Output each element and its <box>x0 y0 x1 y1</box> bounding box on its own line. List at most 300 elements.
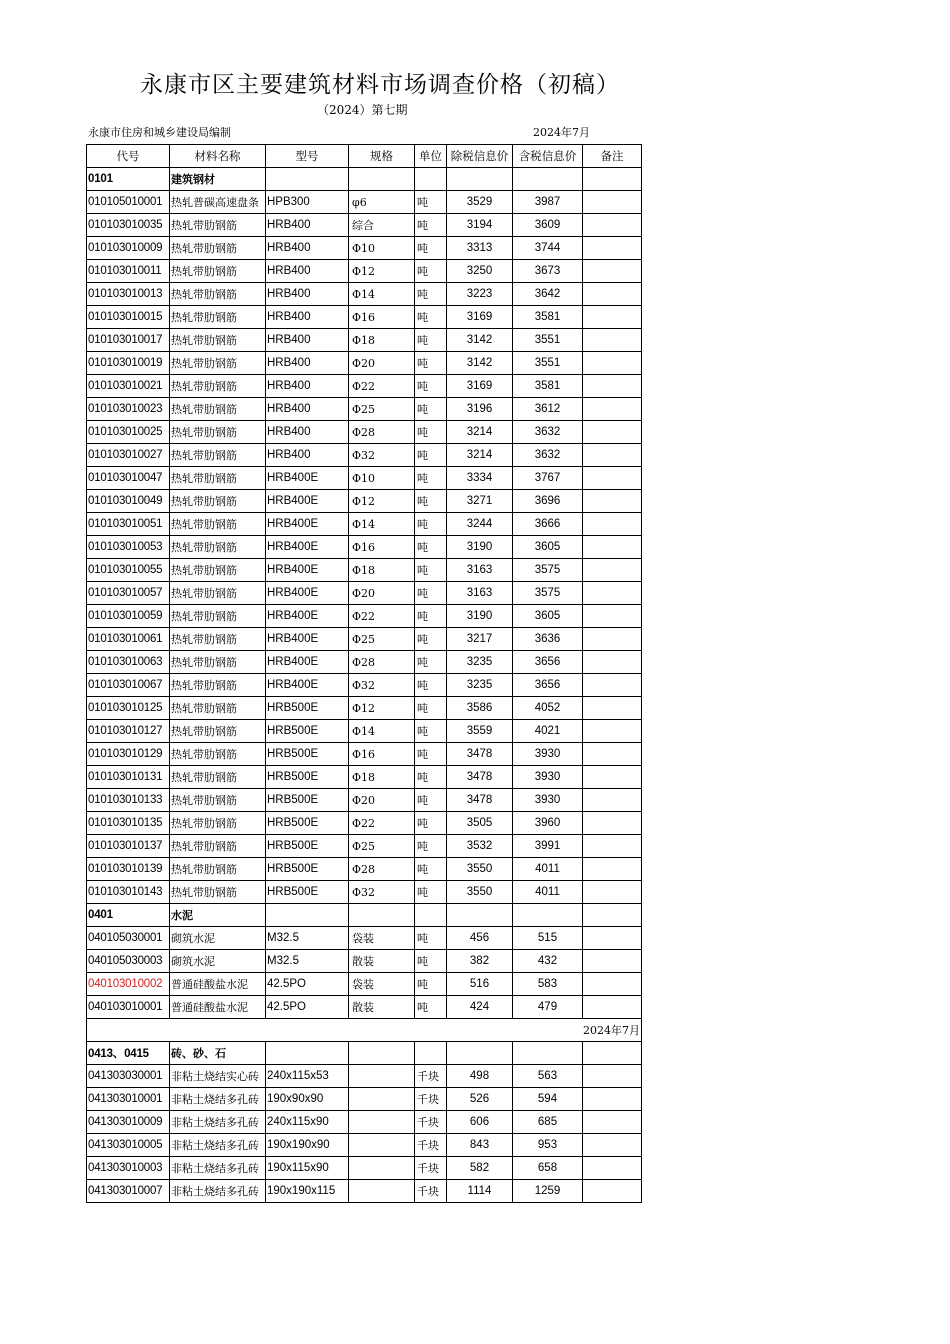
cell-code: 010103010023 <box>87 398 170 421</box>
cell-ex-tax-price: 3313 <box>447 237 513 260</box>
cell-model: 190x190x90 <box>266 1134 349 1157</box>
cell-model: HRB500E <box>266 697 349 720</box>
table-row <box>87 835 642 858</box>
cell-unit: 吨 <box>415 559 447 582</box>
cell-code: 010103010135 <box>87 812 170 835</box>
cell-unit: 吨 <box>415 536 447 559</box>
cell-inc-tax-price: 3575 <box>513 582 583 605</box>
cell-note <box>583 191 642 214</box>
cell-spec: 散装 <box>349 950 415 973</box>
table-row <box>87 927 642 950</box>
cell-name: 热轧带肋钢筋 <box>170 306 266 329</box>
cell-name: 热轧带肋钢筋 <box>170 605 266 628</box>
cell-note <box>583 1157 642 1180</box>
cell-spec: 散装 <box>349 996 415 1019</box>
cell-code: 010103010139 <box>87 858 170 881</box>
cell-name: 非粘土烧结多孔砖 <box>170 1180 266 1203</box>
cell-ex-tax-price: 3532 <box>447 835 513 858</box>
cell-code: 010103010053 <box>87 536 170 559</box>
cell-spec: Φ14 <box>349 283 415 306</box>
cell-note <box>583 467 642 490</box>
cell-spec: Φ22 <box>349 375 415 398</box>
cell-ex-tax-price: 3190 <box>447 605 513 628</box>
cell-code: 040105030001 <box>87 927 170 950</box>
cell-ex-tax-price: 516 <box>447 973 513 996</box>
cell-note <box>583 881 642 904</box>
page-title: 永康市区主要建筑材料市场调查价格（初稿） <box>140 72 620 98</box>
cell-code: 010103010051 <box>87 513 170 536</box>
cell-model: HRB400 <box>266 260 349 283</box>
cell-model: HRB400E <box>266 628 349 651</box>
cell-inc-tax-price: 3575 <box>513 559 583 582</box>
table-row <box>87 720 642 743</box>
empty-cell <box>266 904 349 927</box>
cell-unit: 千块 <box>415 1180 447 1203</box>
cell-unit: 吨 <box>415 674 447 697</box>
cell-unit: 吨 <box>415 582 447 605</box>
cell-unit: 吨 <box>415 651 447 674</box>
cell-name: 热轧带肋钢筋 <box>170 260 266 283</box>
table-row <box>87 1088 642 1111</box>
cell-model: HRB400 <box>266 444 349 467</box>
cell-code: 010103010067 <box>87 674 170 697</box>
table-row <box>87 444 642 467</box>
cell-inc-tax-price: 1259 <box>513 1180 583 1203</box>
cell-name: 热轧带肋钢筋 <box>170 766 266 789</box>
table-row <box>87 881 642 904</box>
cell-ex-tax-price: 843 <box>447 1134 513 1157</box>
empty-cell <box>349 1042 415 1065</box>
cell-name: 热轧带肋钢筋 <box>170 444 266 467</box>
col-note-header: 备注 <box>583 145 642 168</box>
issue-date: 2024年7月 <box>533 126 590 139</box>
section-code: 0413、0415 <box>87 1042 170 1065</box>
cell-code: 010103010137 <box>87 835 170 858</box>
cell-ex-tax-price: 3550 <box>447 858 513 881</box>
cell-note <box>583 329 642 352</box>
cell-unit: 吨 <box>415 996 447 1019</box>
cell-spec: Φ14 <box>349 513 415 536</box>
table-row <box>87 329 642 352</box>
cell-code: 010103010047 <box>87 467 170 490</box>
cell-unit: 吨 <box>415 720 447 743</box>
cell-name: 热轧带肋钢筋 <box>170 467 266 490</box>
cell-ex-tax-price: 3214 <box>447 444 513 467</box>
cell-code: 010103010049 <box>87 490 170 513</box>
cell-note <box>583 835 642 858</box>
cell-inc-tax-price: 3767 <box>513 467 583 490</box>
cell-name: 热轧带肋钢筋 <box>170 674 266 697</box>
cell-name: 热轧带肋钢筋 <box>170 582 266 605</box>
note-cell: 2024年7月 <box>87 1019 642 1042</box>
cell-unit: 吨 <box>415 467 447 490</box>
cell-code: 010103010057 <box>87 582 170 605</box>
cell-note <box>583 398 642 421</box>
cell-ex-tax-price: 3250 <box>447 260 513 283</box>
cell-inc-tax-price: 3581 <box>513 306 583 329</box>
cell-model: HRB500E <box>266 720 349 743</box>
cell-name: 热轧带肋钢筋 <box>170 536 266 559</box>
cell-model: HRB400 <box>266 214 349 237</box>
cell-code: 041303010005 <box>87 1134 170 1157</box>
cell-name: 热轧带肋钢筋 <box>170 421 266 444</box>
cell-ex-tax-price: 3586 <box>447 697 513 720</box>
cell-model: HRB400 <box>266 283 349 306</box>
table-row <box>87 490 642 513</box>
cell-code: 010103010015 <box>87 306 170 329</box>
cell-ex-tax-price: 3142 <box>447 329 513 352</box>
cell-inc-tax-price: 3930 <box>513 743 583 766</box>
cell-code: 010103010025 <box>87 421 170 444</box>
cell-ex-tax-price: 3190 <box>447 536 513 559</box>
cell-model: HRB400 <box>266 421 349 444</box>
cell-name: 热轧带肋钢筋 <box>170 628 266 651</box>
cell-unit: 吨 <box>415 835 447 858</box>
cell-code: 040103010002 <box>87 973 170 996</box>
table-row <box>87 605 642 628</box>
cell-ex-tax-price: 3217 <box>447 628 513 651</box>
cell-note <box>583 352 642 375</box>
cell-inc-tax-price: 3632 <box>513 421 583 444</box>
col-model-header: 型号 <box>266 145 349 168</box>
cell-ex-tax-price: 3478 <box>447 789 513 812</box>
cell-spec <box>349 1065 415 1088</box>
cell-unit: 吨 <box>415 306 447 329</box>
cell-name: 砌筑水泥 <box>170 927 266 950</box>
table-header-row <box>87 145 642 168</box>
cell-code: 010103010143 <box>87 881 170 904</box>
cell-note <box>583 651 642 674</box>
cell-note <box>583 214 642 237</box>
cell-code: 040105030003 <box>87 950 170 973</box>
cell-inc-tax-price: 3551 <box>513 329 583 352</box>
cell-code: 010103010129 <box>87 743 170 766</box>
cell-code: 010103010055 <box>87 559 170 582</box>
cell-ex-tax-price: 3529 <box>447 191 513 214</box>
cell-inc-tax-price: 594 <box>513 1088 583 1111</box>
cell-ex-tax-price: 3550 <box>447 881 513 904</box>
cell-name: 热轧带肋钢筋 <box>170 789 266 812</box>
cell-model: HRB400E <box>266 559 349 582</box>
table-row <box>87 996 642 1019</box>
cell-ex-tax-price: 3505 <box>447 812 513 835</box>
table-row <box>87 628 642 651</box>
cell-model: HRB400 <box>266 398 349 421</box>
table-row <box>87 950 642 973</box>
empty-cell <box>349 168 415 191</box>
cell-note <box>583 996 642 1019</box>
cell-name: 非粘土烧结多孔砖 <box>170 1088 266 1111</box>
cell-unit: 吨 <box>415 490 447 513</box>
table-row <box>87 306 642 329</box>
cell-unit: 千块 <box>415 1111 447 1134</box>
cell-model: HRB400 <box>266 352 349 375</box>
empty-cell <box>447 1042 513 1065</box>
cell-spec: Φ10 <box>349 467 415 490</box>
cell-inc-tax-price: 953 <box>513 1134 583 1157</box>
table-row <box>87 536 642 559</box>
cell-unit: 吨 <box>415 927 447 950</box>
cell-code: 010103010021 <box>87 375 170 398</box>
cell-note <box>583 260 642 283</box>
cell-unit: 吨 <box>415 605 447 628</box>
cell-inc-tax-price: 479 <box>513 996 583 1019</box>
cell-spec <box>349 1157 415 1180</box>
cell-model: HRB500E <box>266 881 349 904</box>
cell-model: HRB400E <box>266 513 349 536</box>
table-row <box>87 237 642 260</box>
cell-spec: φ6 <box>349 191 415 214</box>
cell-code: 010103010133 <box>87 789 170 812</box>
cell-model: HRB400E <box>266 605 349 628</box>
cell-inc-tax-price: 563 <box>513 1065 583 1088</box>
cell-inc-tax-price: 3605 <box>513 536 583 559</box>
cell-name: 热轧带肋钢筋 <box>170 237 266 260</box>
cell-code: 010103010127 <box>87 720 170 743</box>
cell-name: 非粘土烧结多孔砖 <box>170 1134 266 1157</box>
cell-name: 热轧带肋钢筋 <box>170 812 266 835</box>
cell-name: 热轧带肋钢筋 <box>170 329 266 352</box>
cell-note <box>583 789 642 812</box>
col-ex-tax-header: 除税信息价 <box>447 145 513 168</box>
cell-ex-tax-price: 3478 <box>447 766 513 789</box>
cell-ex-tax-price: 3223 <box>447 283 513 306</box>
cell-code: 010103010009 <box>87 237 170 260</box>
cell-code: 010103010059 <box>87 605 170 628</box>
cell-inc-tax-price: 3673 <box>513 260 583 283</box>
cell-model: M32.5 <box>266 950 349 973</box>
cell-ex-tax-price: 3334 <box>447 467 513 490</box>
cell-inc-tax-price: 3991 <box>513 835 583 858</box>
cell-ex-tax-price: 424 <box>447 996 513 1019</box>
cell-inc-tax-price: 3636 <box>513 628 583 651</box>
cell-model: 240x115x53 <box>266 1065 349 1088</box>
cell-model: HRB400 <box>266 375 349 398</box>
table-row <box>87 789 642 812</box>
cell-inc-tax-price: 583 <box>513 973 583 996</box>
empty-cell <box>447 904 513 927</box>
cell-model: 42.5PO <box>266 973 349 996</box>
cell-note <box>583 1065 642 1088</box>
cell-code: 041303010001 <box>87 1088 170 1111</box>
section-name: 砖、砂、石 <box>170 1042 266 1065</box>
cell-name: 热轧带肋钢筋 <box>170 651 266 674</box>
table-row <box>87 352 642 375</box>
cell-spec: Φ14 <box>349 720 415 743</box>
cell-note <box>583 536 642 559</box>
empty-cell <box>447 168 513 191</box>
col-code-header: 代号 <box>87 145 170 168</box>
cell-code: 010103010027 <box>87 444 170 467</box>
cell-inc-tax-price: 3612 <box>513 398 583 421</box>
cell-spec: Φ18 <box>349 766 415 789</box>
cell-spec: Φ16 <box>349 743 415 766</box>
cell-name: 热轧带肋钢筋 <box>170 375 266 398</box>
cell-ex-tax-price: 3169 <box>447 306 513 329</box>
cell-unit: 吨 <box>415 513 447 536</box>
cell-inc-tax-price: 4011 <box>513 858 583 881</box>
cell-note <box>583 628 642 651</box>
cell-model: 190x190x115 <box>266 1180 349 1203</box>
cell-code: 010103010019 <box>87 352 170 375</box>
cell-inc-tax-price: 3551 <box>513 352 583 375</box>
cell-spec <box>349 1111 415 1134</box>
cell-unit: 吨 <box>415 214 447 237</box>
cell-note <box>583 697 642 720</box>
cell-name: 普通硅酸盐水泥 <box>170 996 266 1019</box>
table-row <box>87 743 642 766</box>
cell-name: 普通硅酸盐水泥 <box>170 973 266 996</box>
empty-cell <box>513 904 583 927</box>
table-body <box>87 168 642 1203</box>
cell-note <box>583 743 642 766</box>
cell-name: 热轧带肋钢筋 <box>170 858 266 881</box>
cell-inc-tax-price: 3744 <box>513 237 583 260</box>
empty-cell <box>349 904 415 927</box>
cell-unit: 吨 <box>415 881 447 904</box>
cell-model: HRB400E <box>266 674 349 697</box>
cell-note <box>583 375 642 398</box>
cell-name: 砌筑水泥 <box>170 950 266 973</box>
cell-note <box>583 927 642 950</box>
cell-unit: 千块 <box>415 1157 447 1180</box>
cell-spec: Φ28 <box>349 858 415 881</box>
col-spec-header: 规格 <box>349 145 415 168</box>
table-row <box>87 1180 642 1203</box>
cell-code: 041303010009 <box>87 1111 170 1134</box>
cell-ex-tax-price: 3478 <box>447 743 513 766</box>
table-row <box>87 1065 642 1088</box>
cell-inc-tax-price: 515 <box>513 927 583 950</box>
cell-note <box>583 490 642 513</box>
cell-spec <box>349 1088 415 1111</box>
table-row <box>87 582 642 605</box>
cell-model: 42.5PO <box>266 996 349 1019</box>
cell-spec: Φ18 <box>349 329 415 352</box>
table-row <box>87 260 642 283</box>
cell-model: HRB400 <box>266 329 349 352</box>
cell-inc-tax-price: 685 <box>513 1111 583 1134</box>
cell-inc-tax-price: 3656 <box>513 651 583 674</box>
table-row <box>87 697 642 720</box>
cell-name: 非粘土烧结多孔砖 <box>170 1111 266 1134</box>
section-code: 0101 <box>87 168 170 191</box>
empty-cell <box>583 168 642 191</box>
cell-spec: Φ28 <box>349 651 415 674</box>
cell-spec: Φ16 <box>349 536 415 559</box>
cell-unit: 吨 <box>415 398 447 421</box>
section-row <box>87 904 642 927</box>
cell-inc-tax-price: 3581 <box>513 375 583 398</box>
cell-code: 010103010035 <box>87 214 170 237</box>
cell-ex-tax-price: 3163 <box>447 559 513 582</box>
cell-model: 240x115x90 <box>266 1111 349 1134</box>
cell-spec: 综合 <box>349 214 415 237</box>
cell-spec: Φ25 <box>349 628 415 651</box>
cell-model: HRB400 <box>266 237 349 260</box>
table-row <box>87 674 642 697</box>
cell-spec <box>349 1180 415 1203</box>
cell-note <box>583 674 642 697</box>
col-name-header: 材料名称 <box>170 145 266 168</box>
cell-inc-tax-price: 3656 <box>513 674 583 697</box>
cell-model: HRB400E <box>266 582 349 605</box>
cell-spec: Φ32 <box>349 444 415 467</box>
cell-model: HRB400E <box>266 651 349 674</box>
cell-note <box>583 582 642 605</box>
cell-spec: Φ12 <box>349 260 415 283</box>
empty-cell <box>415 1042 447 1065</box>
cell-unit: 吨 <box>415 260 447 283</box>
cell-unit: 吨 <box>415 421 447 444</box>
cell-unit: 千块 <box>415 1134 447 1157</box>
cell-code: 010103010013 <box>87 283 170 306</box>
cell-spec: Φ20 <box>349 352 415 375</box>
cell-note <box>583 1088 642 1111</box>
table-row <box>87 421 642 444</box>
cell-unit: 吨 <box>415 444 447 467</box>
cell-spec: Φ25 <box>349 835 415 858</box>
cell-model: 190x90x90 <box>266 1088 349 1111</box>
section-name: 建筑钢材 <box>170 168 266 191</box>
empty-cell <box>513 168 583 191</box>
cell-note <box>583 605 642 628</box>
cell-note <box>583 720 642 743</box>
cell-spec: Φ32 <box>349 674 415 697</box>
cell-unit: 吨 <box>415 191 447 214</box>
cell-inc-tax-price: 4021 <box>513 720 583 743</box>
cell-code: 010103010131 <box>87 766 170 789</box>
table-row <box>87 513 642 536</box>
cell-model: HRB500E <box>266 766 349 789</box>
cell-unit: 吨 <box>415 329 447 352</box>
cell-note <box>583 950 642 973</box>
cell-name: 热轧带肋钢筋 <box>170 513 266 536</box>
cell-inc-tax-price: 4052 <box>513 697 583 720</box>
cell-ex-tax-price: 1114 <box>447 1180 513 1203</box>
cell-name: 非粘土烧结多孔砖 <box>170 1157 266 1180</box>
table-row <box>87 1111 642 1134</box>
cell-spec: 袋装 <box>349 973 415 996</box>
section-code: 0401 <box>87 904 170 927</box>
cell-spec <box>349 1134 415 1157</box>
table-row <box>87 283 642 306</box>
cell-model: HRB400E <box>266 490 349 513</box>
table-row <box>87 214 642 237</box>
cell-inc-tax-price: 3632 <box>513 444 583 467</box>
cell-spec: Φ28 <box>349 421 415 444</box>
cell-ex-tax-price: 606 <box>447 1111 513 1134</box>
table-row <box>87 398 642 421</box>
cell-unit: 吨 <box>415 283 447 306</box>
cell-model: HRB400E <box>266 536 349 559</box>
cell-model: HRB500E <box>266 858 349 881</box>
cell-unit: 吨 <box>415 973 447 996</box>
cell-code: 041303010007 <box>87 1180 170 1203</box>
cell-ex-tax-price: 3194 <box>447 214 513 237</box>
cell-note <box>583 1134 642 1157</box>
cell-ex-tax-price: 3235 <box>447 651 513 674</box>
cell-code: 010103010125 <box>87 697 170 720</box>
issue-number: （2024）第七期 <box>317 103 408 117</box>
col-unit-header: 单位 <box>415 145 447 168</box>
section-row <box>87 1042 642 1065</box>
cell-inc-tax-price: 3696 <box>513 490 583 513</box>
table-row <box>87 1134 642 1157</box>
cell-inc-tax-price: 3605 <box>513 605 583 628</box>
cell-ex-tax-price: 456 <box>447 927 513 950</box>
cell-ex-tax-price: 498 <box>447 1065 513 1088</box>
